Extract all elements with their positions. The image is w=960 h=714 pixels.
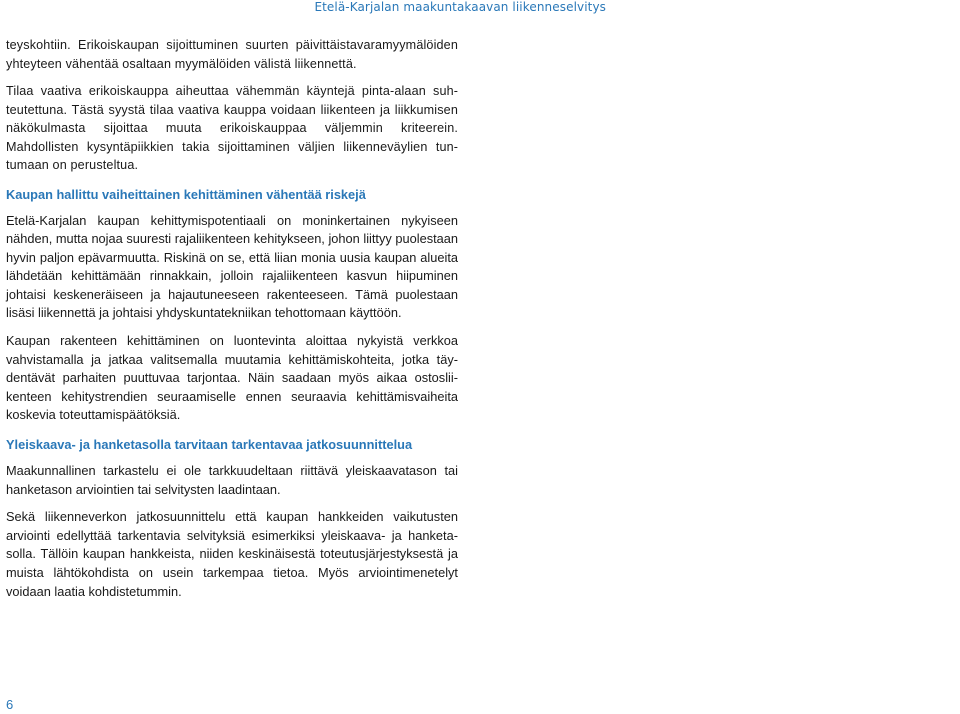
section-heading-further-planning: Yleiskaava- ja hanketasolla tarvitaan tarkentavaa jatkosuunnittelua — [6, 437, 413, 453]
paragraph-section2-2: Sekä liikenneverkon jatkosuunnittelu että kaupan hankkeiden vaikutusten arviointi edellyttää tarkentavia selvityksiä esimerkiksi yleiskaava- ja hanketasolla. Tällöin kaupan hankkeista, niiden keskinäisestä toteutusjärjestyksestä ja muista lähtökohdista on usein tarkempaa tietoa. Myös arviointimenetelyt voidaan laatia kohdistetummin. — [6, 509, 458, 599]
document-body — [6, 36, 458, 610]
paragraph-section2-1: Maakunnallinen tarkastelu ei ole tarkkuudeltaan riittävä yleiskaavatason tai hanketason arviointien tai selvitysten laadintaan. — [6, 463, 458, 497]
page-number: 6 — [6, 697, 14, 712]
running-header-title: Etelä-Karjalan maakuntakaavan liikenneselvitys — [314, 0, 606, 14]
paragraph-intro-2: Tilaa vaativa erikoiskauppa aiheuttaa vähemmän käyntejä pinta-alaan suhteutettuna. Tästä syystä tilaa vaativa kauppa voidaan liikenteen ja liikkumisen näkökulmasta sijoittaa muuta erikoiskauppaa väljemmin kriteerein. Mahdollisten kysyntäpiikkien takia sijoittaminen väljien liikenneväylien tuntumaan on perusteltua. — [6, 84, 458, 172]
paragraph-section1-1: Etelä-Karjalan kaupan kehittymispotentiaali on moninkertainen nykyiseen nähden, mutta nojaa suuresti rajaliikenteen kehitykseen, johon liittyy puolestaan hyvin paljon epävarmuutta. Riskinä on se, että liian monia uusia kaupan alueita lähdetään kehittämään rinnakkain, jolloin rajaliikenteen kasvun hiipuminen johtaisi keskeneräiseen ja hajautuneeseen rakenteeseen. Tämä puolestaan lisäsi liikennettä ja johtaisi yhdyskuntatekniikan tehottomaan käyttöön. — [6, 212, 458, 321]
paragraph-section1-2: Kaupan rakenteen kehittäminen on luontevinta aloittaa nykyistä verkkoa vahvistamalla ja jatkaa valitsemalla muutamia kehittämiskohteita, jotka täydentävät parhaiten puuttuvaa tarjontaa. Näin saadaan myös aikaa ostosliikenteen kehitystrendien seuraamiselle ennen seuraavia kehittämisvaiheita koskevia toteuttamispäätöksiä. — [6, 333, 458, 423]
paragraph-intro-1: teyskohtiin. Erikoiskaupan sijoittuminen suurten päivittäistavaramyymälöiden yhteyteen vähentää osaltaan myymälöiden välistä liikennettä. — [6, 38, 458, 71]
section-heading-phased-development: Kaupan hallittu vaiheittainen kehittäminen vähentää riskejä — [6, 186, 366, 202]
